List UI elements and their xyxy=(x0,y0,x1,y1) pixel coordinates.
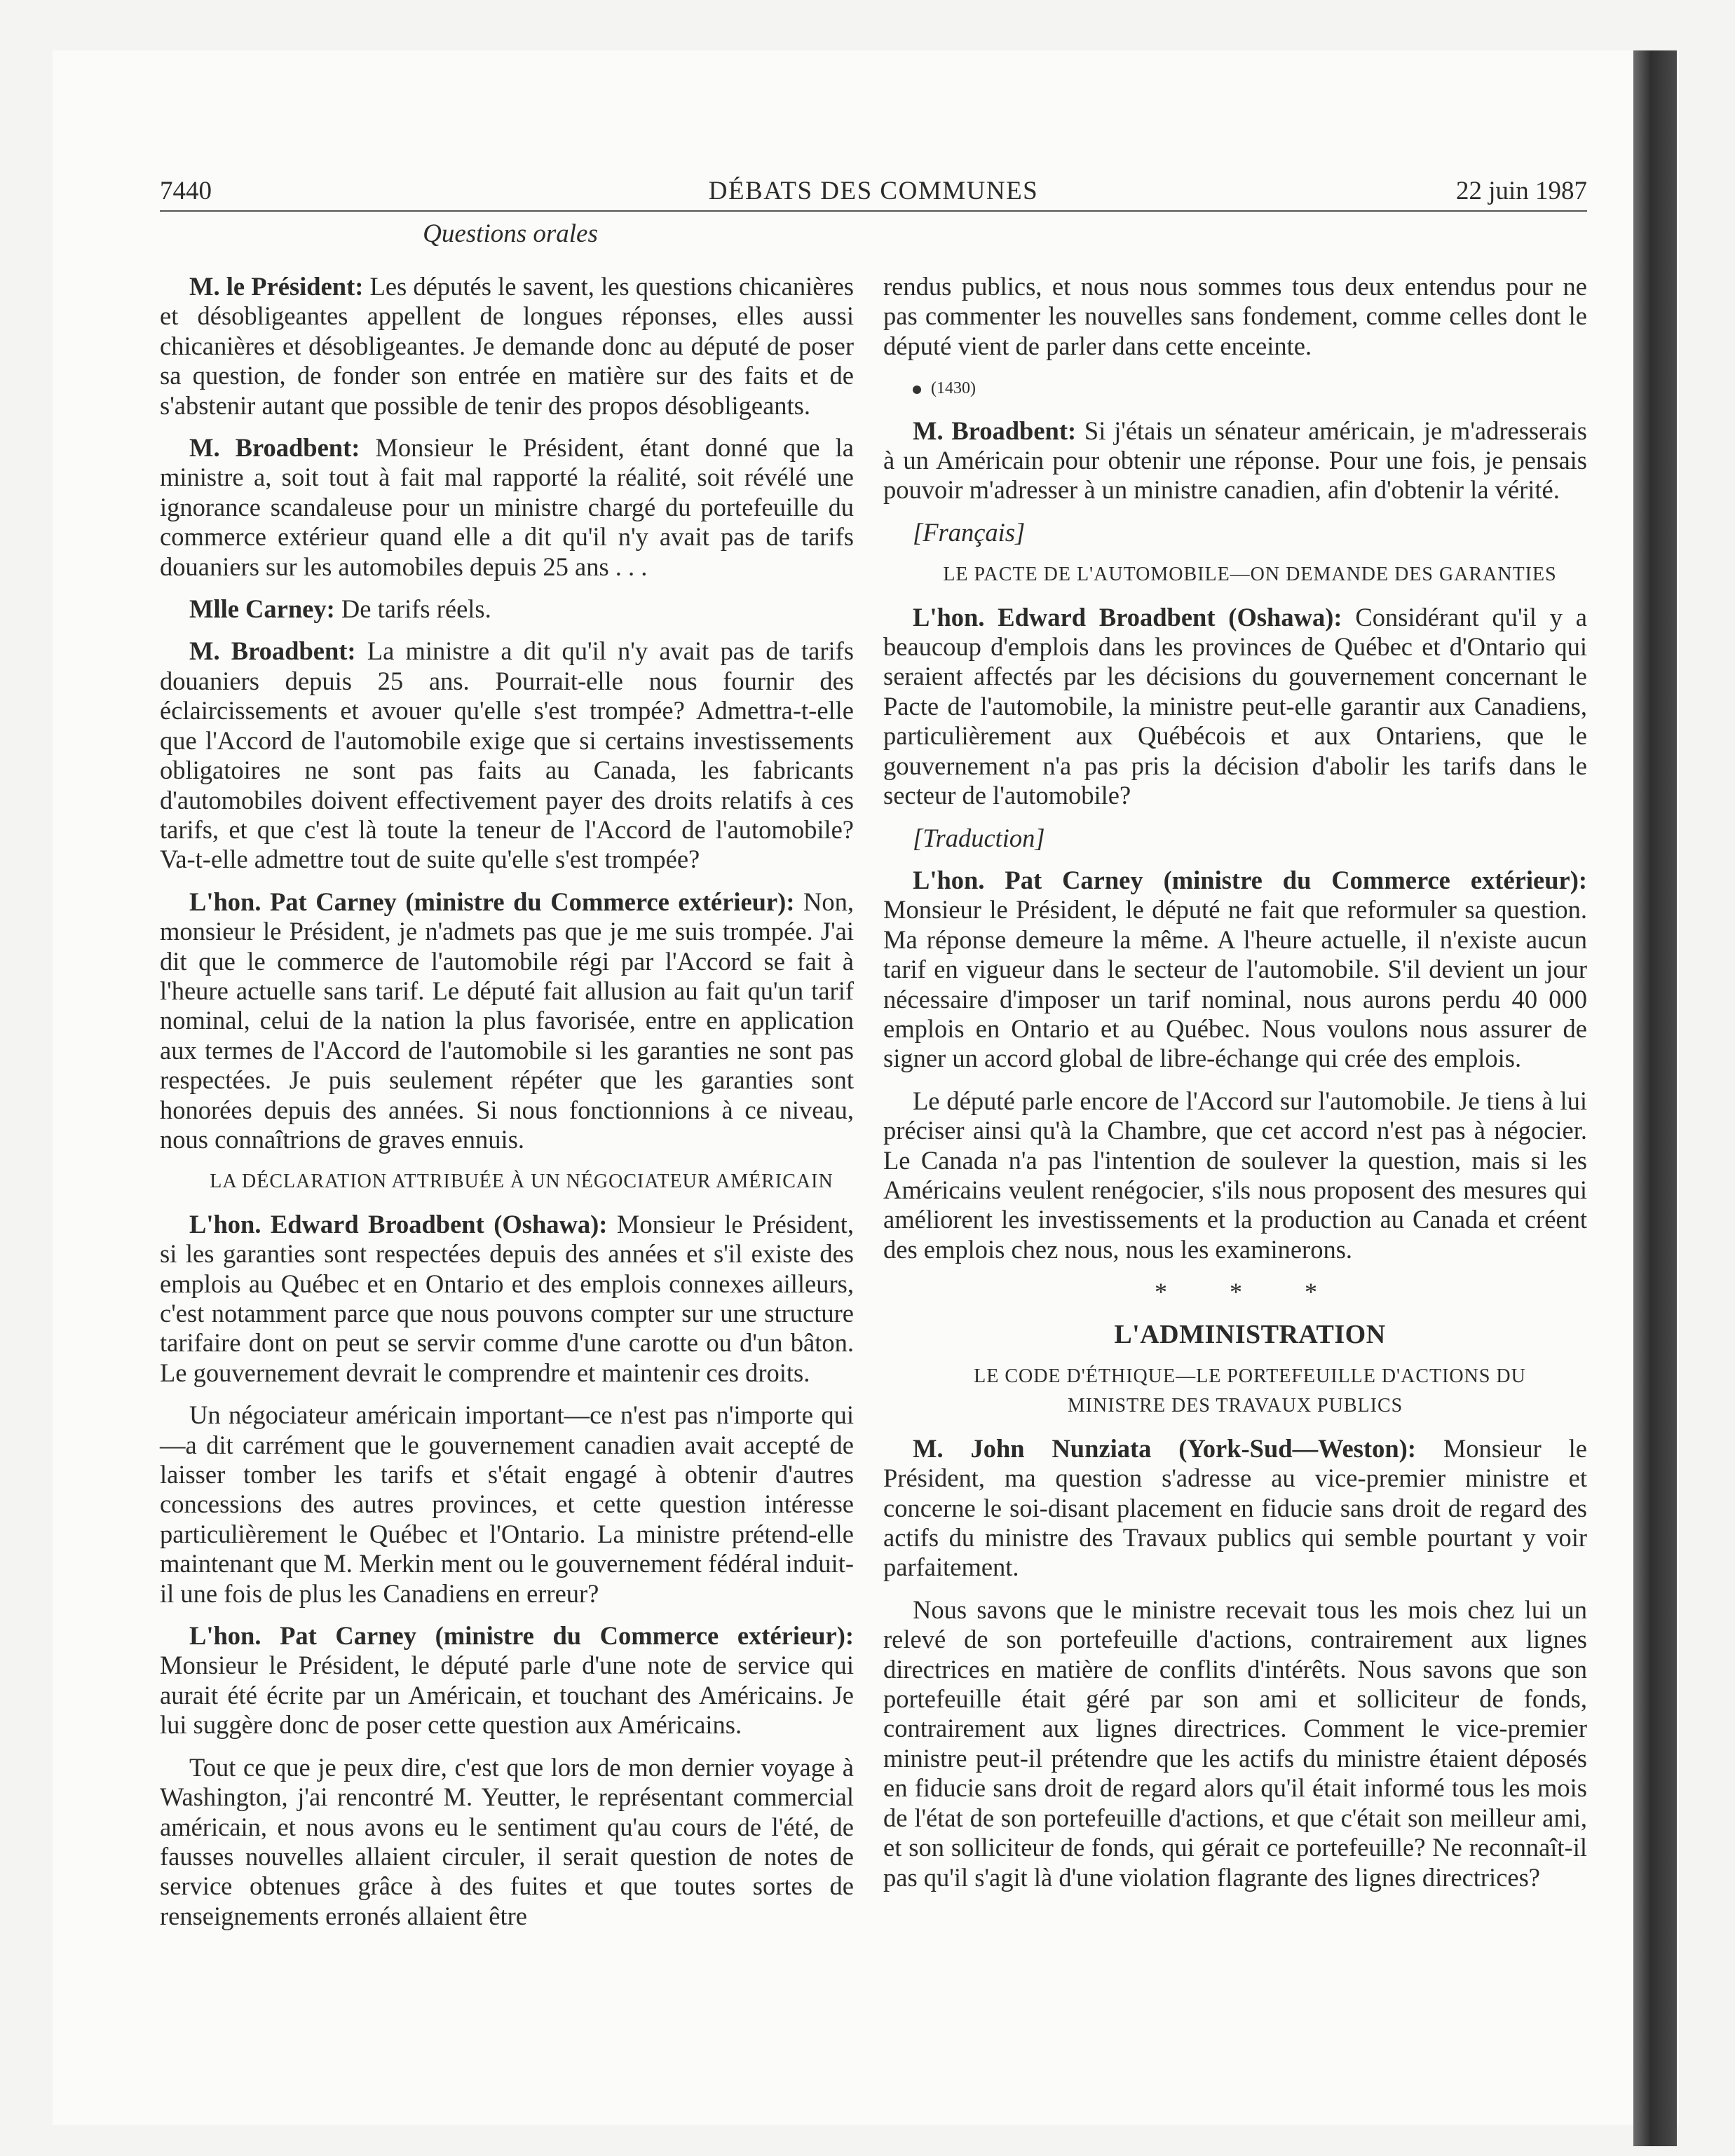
paragraph: M. Broadbent: La ministre a dit qu'il n'y avait pas de tarifs douaniers depuis 25 ans. Pourrait-elle nous fournir des éclaircissements et avouer qu'elle s'est trompée? Admettra-t-elle que l'Accord de l'automobile exige que si certains investissements obligatoires ne sont pas faits au Canada, les fabricants d'automobiles doivent effectivement payer des droits relatifs à ces tarifs, et que c'est là toute la teneur de l'Accord de l'automobile? Va-t-elle admettre tout de suite qu'elle s'est trompée? xyxy=(160,636,855,874)
section-separator: * * * xyxy=(1155,1278,1345,1306)
language-marker: [Traduction] xyxy=(913,823,1045,852)
paragraph: L'hon. Edward Broadbent (Oshawa): Monsieur le Président, si les garanties sont respectées depuis des années et s'il existe des emplois au Québec et en Ontario et des emplois connexes ailleurs, c'est notamment parce que nous pouvons compter sur une structure tarifaire dont on peut se servir comme d'une carotte ou d'un bâton. Le gouvernement devrait le comprendre et maintenir ces droits. xyxy=(160,1209,855,1387)
paragraph: L'hon. Pat Carney (ministre du Commerce extérieur): Monsieur le Président, le député parle d'une note de service qui aurait été écrite par un Américain, et touchant des Américains. Je lui suggère donc de poser cette question aux Américains. xyxy=(160,1621,854,1740)
section-label: Questions orales xyxy=(423,219,598,248)
publication-title: DÉBATS DES COMMUNES xyxy=(708,177,1039,205)
section-heading: L'ADMINISTRATION xyxy=(1114,1319,1386,1349)
subject-rubric: LE PACTE DE L'AUTOMOBILE—ON DEMANDE DES GARANTIES xyxy=(943,564,1557,586)
paragraph: Mlle Carney: De tarifs réels. xyxy=(189,594,491,624)
paragraph: M. Broadbent: Si j'étais un sénateur américain, je m'adresserais à un Américain pour obtenir une réponse. Pour une fois, je pensais pouvoir m'adresser à un ministre canadien, afin d'obtenir la vérité. xyxy=(883,416,1588,505)
paragraph: L'hon. Pat Carney (ministre du Commerce extérieur): Monsieur le Président, le député ne fait que reformuler sa question. Ma réponse demeure la même. A l'heure actuelle, il n'existe aucun tarif en vigueur dans le secteur de l'automobile. S'il devient un jour nécessaire d'imposer un tarif nominal, nous aurons perdu 40 000 emplois en Ontario et au Québec. Nous voulons nous assurer de signer un accord global de libre-échange qui crée des emplois. xyxy=(883,865,1587,1073)
speaker-name: L'hon. Pat Carney (ministre du Commerce extérieur): xyxy=(189,887,795,916)
timecode: (1430) xyxy=(883,374,1587,403)
paragraph: M. John Nunziata (York-Sud—Weston): Monsieur le Président, ma question s'adresse au vice-premier ministre et concerne le soi-disant placement en fiducie sans droit de regard des actifs du ministre des Travaux publics qui semble pourtant y voir parfaitement. xyxy=(883,1433,1587,1582)
right-column xyxy=(883,272,1587,1905)
speaker-name: Mlle Carney: xyxy=(189,594,335,624)
subject-rubric: LA DÉCLARATION ATTRIBUÉE À UN NÉGOCIATEUR AMÉRICAIN xyxy=(210,1171,834,1193)
paragraph: L'hon. Edward Broadbent (Oshawa): Considérant qu'il y a beaucoup d'emplois dans les provinces de Québec et d'Ontario qui seraient affectés par les décisions du gouvernement concernant le Pacte de l'automobile, la ministre peut-elle garantir aux Canadiens, particulièrement aux Québécois et aux Ontariens, que le gouvernement n'a pas pris la décision d'abolir les tarifs dans le secteur de l'automobile? xyxy=(883,602,1587,810)
speaker-name: M. John Nunziata (York-Sud—Weston): xyxy=(913,1433,1416,1463)
paragraph: Tout ce que je peux dire, c'est que lors de mon dernier voyage à Washington, j'ai rencontré M. Yeutter, le représentant commercial américain, et nous avons eu le sentiment qu'au cours de l'été, de fausses nouvelles allaient circuler, il serait question de notes de service obtenues grâce à des fuites et que toutes sortes de renseignements erronés allaient être xyxy=(160,1752,854,1930)
paragraph: M. Broadbent: Monsieur le Président, étant donné que la ministre a, soit tout à fait mal rapporté la réalité, soit révélé une ignorance scandaleuse pour un ministre chargé du portefeuille du commerce extérieur quand elle a dit qu'il n'y avait pas de tarifs douaniers sur les automobiles depuis 25 ans . . . xyxy=(160,433,854,581)
speaker-name: M. Broadbent: xyxy=(189,433,360,463)
scan-edge xyxy=(1633,50,1677,2146)
page-number: 7440 xyxy=(160,177,212,205)
speaker-name: L'hon. Edward Broadbent (Oshawa): xyxy=(913,602,1342,632)
page-date: 22 juin 1987 xyxy=(1455,177,1587,205)
paragraph: Le député parle encore de l'Accord sur l'automobile. Je tiens à lui préciser ainsi qu'à la Chambre, que cet accord n'est pas à négocier. Le Canada n'a pas l'intention de soulever la question, mais si les Américains veulent renégocier, s'ils nous proposent des mesures qui améliorent les investissements et la production au Canada et créent des emplois chez nous, nous les examinerons. xyxy=(883,1086,1587,1264)
speaker-name: L'hon. Edward Broadbent (Oshawa): xyxy=(189,1209,608,1239)
speaker-name: M. Broadbent: xyxy=(189,636,356,666)
paragraph: Nous savons que le ministre recevait tous les mois chez lui un relevé de son portefeuille d'actions, contrairement aux lignes directrices en matière de conflits d'intérêts. Nous savons que son portefeuille était géré par son ami et solliciteur de fonds, contrairement aux lignes directrices. Comment le vice-premier ministre peut-il prétendre que les actifs du ministre étaient déposés en fiducie sans droit de regard alors qu'il était informé tous les mois de l'état de son portefeuille d'actions, et que c'était son meilleur ami, et son solliciteur de fonds, qui gérait ce portefeuille? Ne reconnaît-il pas qu'il s'agit là d'une violation flagrante des lignes directrices? xyxy=(883,1595,1587,1892)
speaker-name: L'hon. Pat Carney (ministre du Commerce extérieur): xyxy=(189,1621,854,1651)
speaker-name: M. Broadbent: xyxy=(913,416,1077,445)
speaker-name: M. le Président: xyxy=(189,272,364,301)
left-column xyxy=(160,272,854,1944)
language-marker: [Français] xyxy=(913,517,1026,547)
bullet-dot-icon xyxy=(913,386,921,394)
paragraph: Un négociateur américain important—ce n'est pas n'importe qui—a dit carrément que le gouvernement canadien avait accepté de laisser tomber les tarifs et s'était engagé à obtenir d'autres concessions des autres provinces, et cette question intéresse particulièrement le Québec et l'Ontario. La ministre prétend-elle maintenant que M. Merkin ment ou le gouvernement fédéral induit-il une fois de plus les Canadiens en erreur? xyxy=(160,1400,854,1608)
page-header xyxy=(160,168,1587,212)
subject-rubric: LE CODE D'ÉTHIQUE—LE PORTEFEUILLE D'ACTIONS DU MINISTRE DES TRAVAUX PUBLICS xyxy=(974,1365,1526,1417)
paragraph: M. le Président: Les députés le savent, les questions chicanières et désobligeantes appellent de longues réponses, elles aussi chicanières et désobligeantes. Je demande donc au député de poser sa question, de fonder son entrée en matière sur des faits et de s'abstenir autant que possible de tenir des propos désobligeants. xyxy=(160,272,854,420)
paragraph: rendus publics, et nous nous sommes tous deux entendus pour ne pas commenter les nouvelles sans fondement, comme celles dont le député vient de parler dans cette enceinte. xyxy=(883,272,1587,360)
paragraph: L'hon. Pat Carney (ministre du Commerce extérieur): Non, monsieur le Président, je n'admets pas que je me suis trompée. J'ai dit que le commerce de l'automobile régi par l'Accord se fait à l'heure actuelle sans tarif. Le député fait allusion au fait qu'un tarif nominal, celui de la nation la plus favorisée, entre en application aux termes de l'Accord de l'automobile si les garanties ne sont pas respectées. Je puis seulement répéter que les garanties sont honorées depuis des années. Si nous fonctionnions à ce niveau, nous connaîtrions de graves ennuis. xyxy=(160,887,855,1154)
speaker-name: L'hon. Pat Carney (ministre du Commerce extérieur): xyxy=(913,865,1587,894)
